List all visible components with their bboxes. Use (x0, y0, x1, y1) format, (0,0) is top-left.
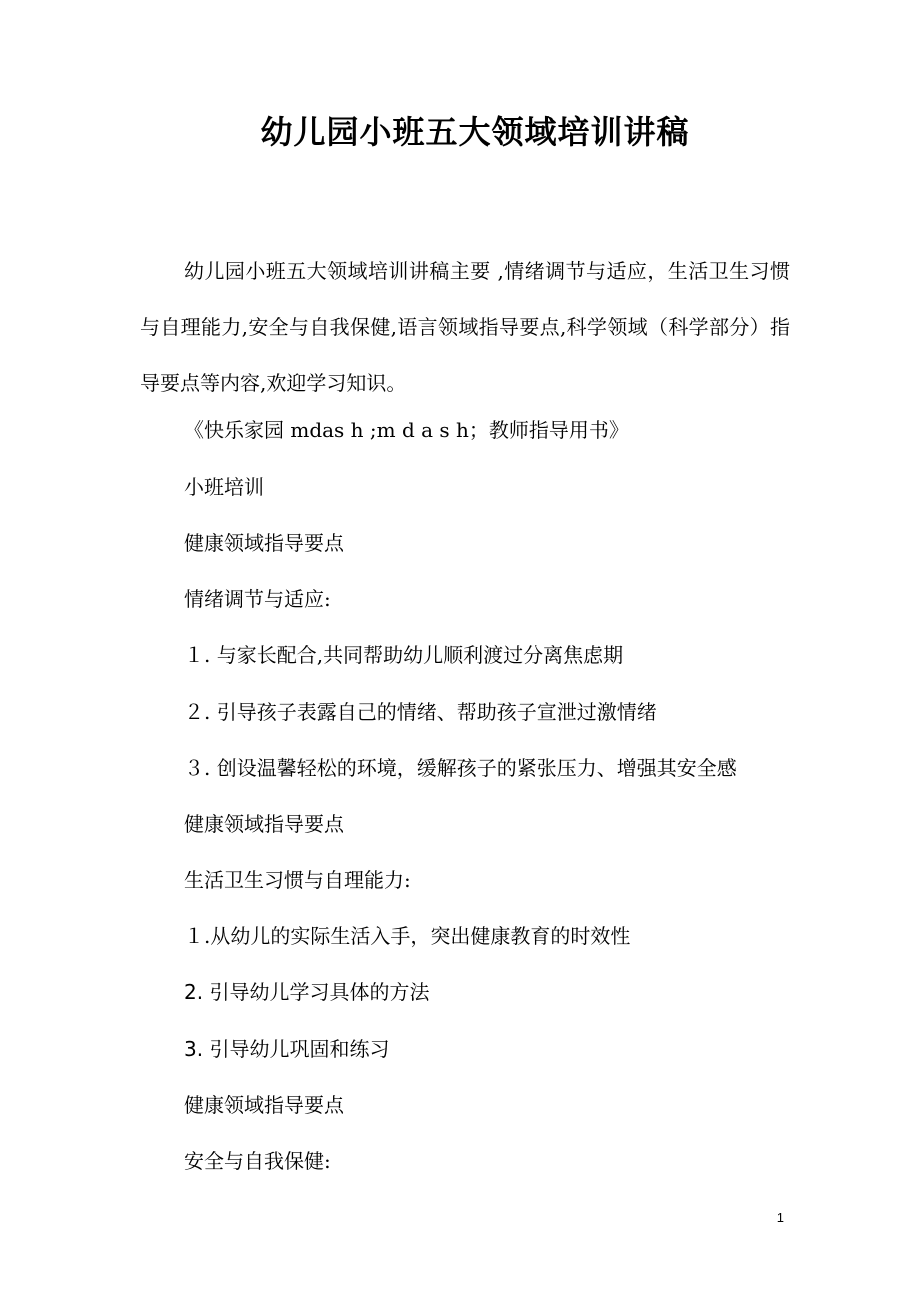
section-heading-training: 小班培训 (184, 475, 264, 499)
list-item: １. 与家长配合,共同帮助幼儿顺利渡过分离焦虑期 (184, 643, 624, 667)
list-item: 2. 引导幼儿学习具体的方法 (184, 980, 430, 1004)
document-title: 幼儿园小班五大领域培训讲稿 (260, 113, 690, 151)
subheading-hygiene: 生活卫生习惯与自理能力: (184, 868, 411, 892)
list-item: ３. 创设温馨轻松的环境，缓解孩子的紧张压力、增强其安全感 (184, 756, 737, 780)
section-heading-health-1: 健康领域指导要点 (184, 531, 344, 555)
section-heading-health-3: 健康领域指导要点 (184, 1093, 344, 1117)
list-item: 3. 引导幼儿巩固和练习 (184, 1037, 390, 1061)
list-item: ２. 引导孩子表露自己的情绪、帮助孩子宣泄过激情绪 (184, 700, 657, 724)
book-title-line: 《快乐家园 mdas h ;m d a s h；教师指导用书》 (184, 418, 629, 442)
intro-paragraph: 幼儿园小班五大领域培训讲稿主要 ,情绪调节与适应，生活卫生习惯与自理能力,安全与自我保健,语言领域指导要点,科学领域（科学部分）指导要点等内容,欢迎学习知识。 (140, 259, 790, 395)
section-heading-health-2: 健康领域指导要点 (184, 812, 344, 836)
subheading-safety: 安全与自我保健: (184, 1149, 331, 1173)
subheading-emotion: 情绪调节与适应: (184, 587, 331, 611)
list-item: １.从幼儿的实际生活入手，突出健康教育的时效性 (184, 924, 631, 948)
page-number: 1 (776, 1210, 784, 1225)
